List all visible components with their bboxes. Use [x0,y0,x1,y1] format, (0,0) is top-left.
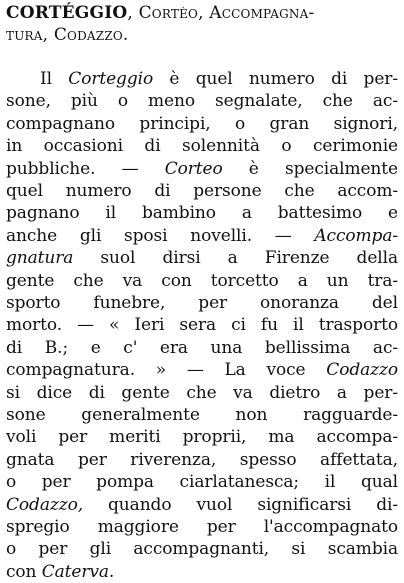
entry-headword: CORTÉGGIO, Cortèo, Accompagna- tura, Codazzo. [6,3,315,45]
entry-text-line: con Caterva. [6,561,115,582]
entry-text-line: morto. — « Ieri sera ci fu il trasporto [6,315,398,336]
entry-text-line: si dice di gente che va dietro a per- [6,382,398,403]
entry-text-line: pagnano il bambino a battesimo e [6,203,399,224]
entry-text-line: pubbliche. — Corteo è specialmente [6,158,398,179]
entry-text-line: gnata per riverenza, spesso affettata, [6,449,398,470]
entry-text-line: sporto funebre, per onoranza del [6,293,398,313]
entry-text-line: voli per meriti proprii, ma accompa- [6,427,398,448]
entry-text-line: compagnatura. » — La voce Codazzo [6,360,398,381]
entry-text-line: Il Corteggio è quel numero di per- [40,69,398,89]
entry-text-line: gnatura suol dirsi a Firenze della [6,248,399,269]
entry-text-line: spregio maggiore per l'accompagnato [6,517,399,537]
entry-text-line: compagnano principi, o gran signori, [6,113,398,134]
entry-text-line: sone generalmente non ragguarde- [6,405,398,425]
entry-text-line: anche gli sposi novelli. — Accompa- [6,225,398,246]
entry-text-line: gente che va con torcetto a un tra- [6,270,399,291]
entry-text-line: in occasioni di solennità o cerimonie [6,136,399,157]
entry-text-line: sone, più o meno segnalate, che ac- [6,91,398,112]
entry-text-line: quel numero di persone che accom- [6,181,399,201]
synonym-codazzo: Codazzo [53,25,123,45]
headword-main: CORTÉGGIO [6,3,128,23]
synonym-accompagnatura-part1: Accompagna- [209,3,315,23]
synonym-accompagnatura-part2: tura [6,25,43,45]
entry-text-line: o per pompa ciarlatanesca; il qual [6,472,398,493]
synonym-corteo: Cortèo [138,3,199,23]
entry-text-line: Codazzo, quando vuol significarsi di- [6,494,398,515]
entry-text-line: di B.; e c' era una bellissima ac- [6,337,399,358]
entry-text-line: o per gli accompagnanti, si scambia [6,539,398,560]
